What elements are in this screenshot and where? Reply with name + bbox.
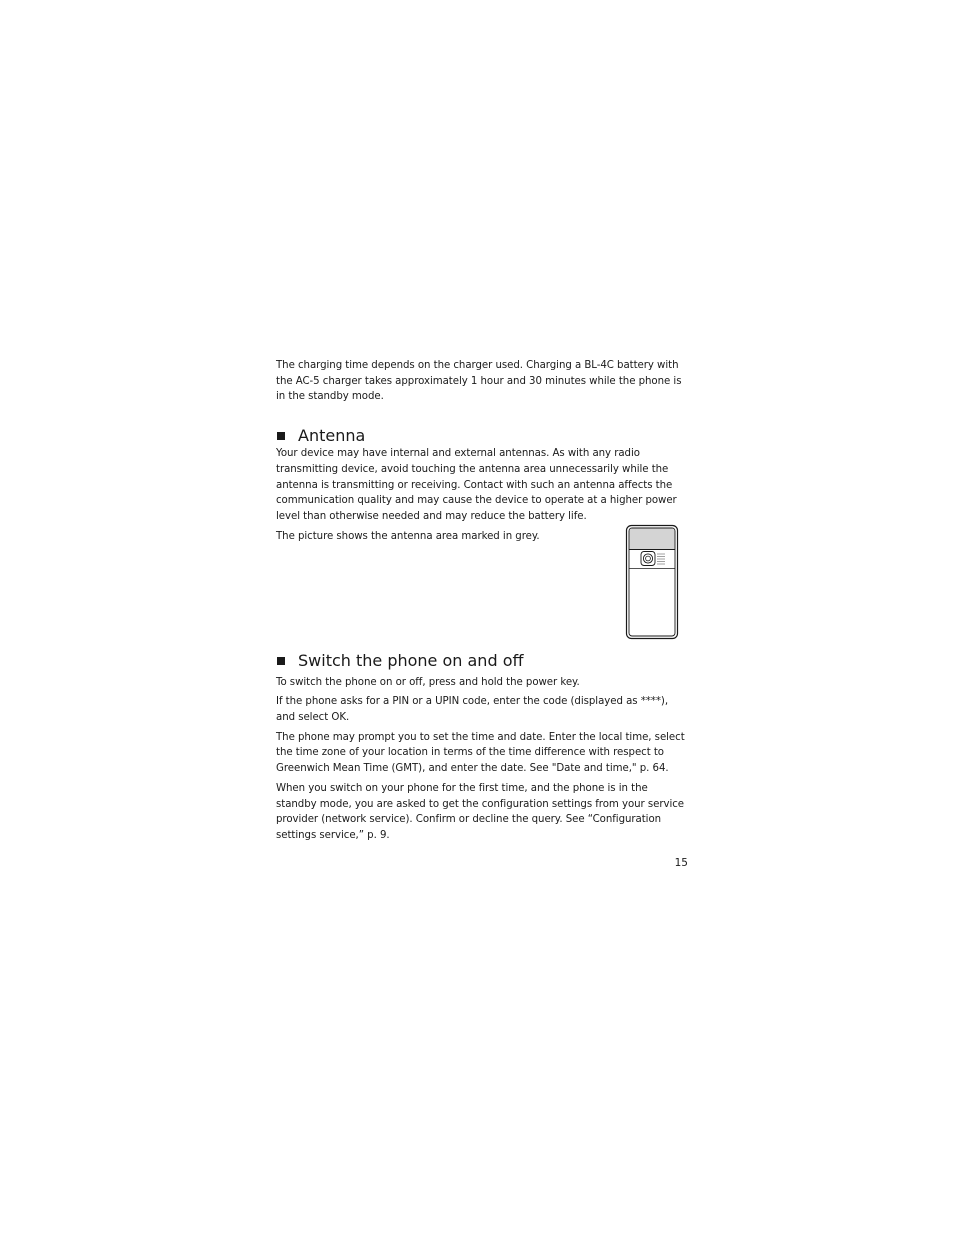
- square-bullet-icon: [277, 432, 285, 440]
- manual-page: [276, 358, 688, 844]
- square-bullet-icon: [277, 657, 285, 665]
- switch-paragraph-1: To switch the phone on or off, press and hold the power key.: [276, 676, 580, 688]
- antenna-heading-text: Antenna: [298, 426, 366, 446]
- pin-text-end: .: [345, 712, 350, 724]
- switch-heading-text: Switch the phone on and off: [298, 650, 524, 670]
- switch-paragraph-2: [276, 694, 688, 725]
- pin-text: If the phone asks for a PIN or a UPIN code, enter the code (displayed as ****), and select: [276, 696, 669, 724]
- ok-softkey-label: OK: [331, 712, 346, 724]
- charging-time-paragraph: The charging time depends on the charger used. Charging a BL-4C battery with the AC-5 charger takes approximately 1 hour and 30 minutes while the phone is in the standby mode.: [276, 360, 682, 403]
- antenna-area-shape: [630, 528, 675, 549]
- switch-heading: [276, 651, 688, 671]
- antenna-picture-block: [276, 529, 688, 651]
- page-number: 15: [674, 857, 688, 869]
- switch-paragraph-4: When you switch on your phone for the first time, and the phone is in the standby mode, you are asked to get the configuration settings from your service provider (network service). Confirm or decline the query. See “Configuration settings service,” p. 9.: [276, 782, 685, 841]
- switch-paragraph-3: The phone may prompt you to set the time and date. Enter the local time, select the time zone of your location in terms of the time difference with respect to Greenwich Mean Time (GMT), and enter the date. See "Date and time," p. 64.: [276, 731, 685, 775]
- antenna-paragraph: Your device may have internal and external antennas. As with any radio transmitting device, avoid touching the antenna area unnecessarily while the antenna is transmitting or receiving. Contact with such an antenna affects the communication quality and may cause the device to operate at a higher power level than otherwise needed and may reduce the battery life.: [276, 448, 677, 522]
- phone-back-antenna-icon: [625, 524, 679, 640]
- antenna-picture-caption: The picture shows the antenna area marked in grey.: [276, 530, 540, 542]
- antenna-heading: [276, 426, 688, 446]
